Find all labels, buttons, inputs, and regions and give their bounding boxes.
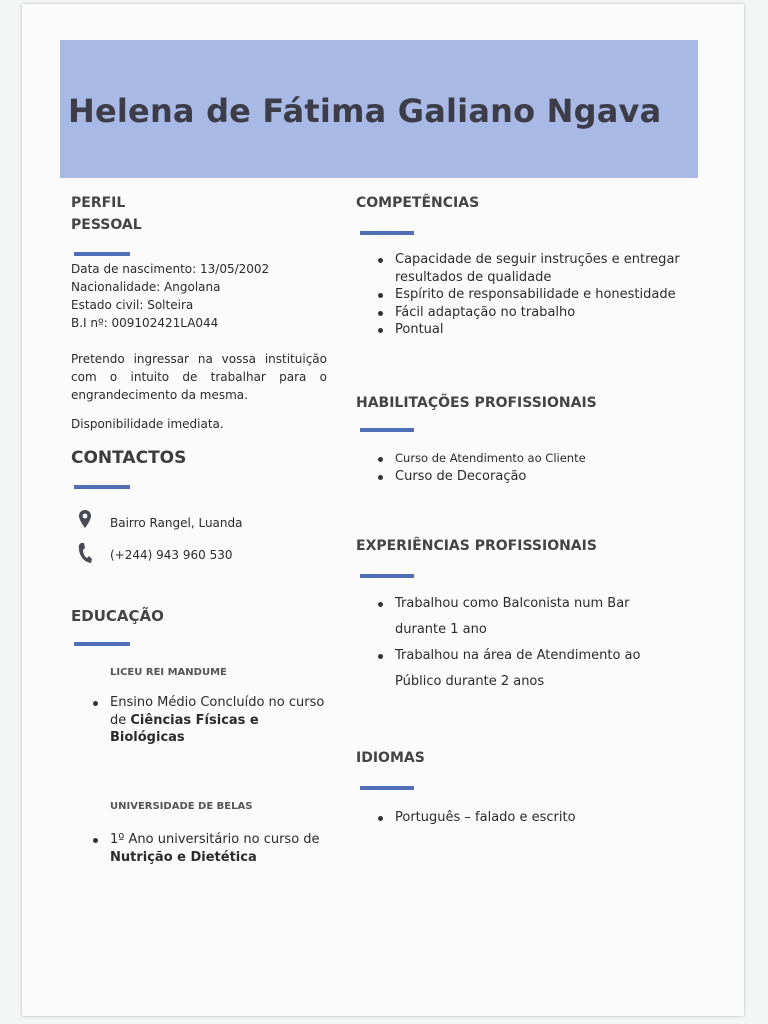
school2-name: UNIVERSIDADE DE BELAS [110,801,253,812]
contactos-divider [74,485,130,489]
location-pin-icon [78,510,92,532]
idioma-item: Português – falado e escrito [373,809,693,827]
school2-course: Nutrição e Dietética [110,849,257,865]
experiencias-list [373,591,658,695]
educacao-title: EDUCAÇÃO [71,607,164,625]
candidate-name: Helena de Fátima Galiano Ngava [68,92,662,130]
competencias-title: COMPETÊNCIAS [356,195,480,211]
contactos-title: CONTACTOS [71,448,187,468]
habilitacao-item: Curso de Atendimento ao Cliente [373,450,693,468]
perfil-divider [74,252,130,256]
competencias-list [373,251,693,339]
civil-status: Estado civil: Solteira [71,298,194,312]
personal-details [71,260,331,332]
school1-course: Ciências Físicas e Biológicas [110,712,259,745]
competencia-item: Capacidade de seguir instruções e entregar resultados de qualidade [373,251,693,286]
school2-item [88,831,338,866]
idiomas-title: IDIOMAS [356,750,425,766]
id-number: B.I nº: 009102421LA044 [71,316,219,330]
habilitacoes-divider [360,428,414,432]
perfil-title [71,192,142,236]
school1-item-text: Ensino Médio Concluído no curso de [110,695,325,728]
perfil-title-line1: PERFIL [71,195,126,211]
school2-list [88,831,338,866]
experiencia-item: Trabalhou na área de Atendimento ao Público durante 2 anos [373,643,658,695]
school1-item [88,694,328,747]
school2-item-text: 1º Ano universitário no curso de [110,832,320,847]
address-text: Bairro Rangel, Luanda [110,516,243,530]
availability-text: Disponibilidade imediata. [71,417,224,431]
habilitacoes-title: HABILITAÇÕES PROFISSIONAIS [356,395,597,411]
experiencias-divider [360,574,414,578]
idiomas-divider [360,786,414,790]
objective-text: Pretendo ingressar na vossa instituição com o intuito de trabalhar para o engrandecimento da mesma. [71,352,327,402]
perfil-title-line2: PESSOAL [71,217,142,233]
school1-name: LICEU REI MANDUME [110,667,227,678]
phone-text: (+244) 943 960 530 [110,548,233,562]
competencias-divider [360,231,414,235]
competencia-item: Espírito de responsabilidade e honestidade [373,286,693,304]
experiencias-title: EXPERIÊNCIAS PROFISSIONAIS [356,538,597,554]
competencia-item: Pontual [373,321,693,339]
school1-list [88,694,328,747]
experiencia-item: Trabalhou como Balconista num Bar durante 1 ano [373,591,658,643]
habilitacao-item: Curso de Decoração [373,468,693,486]
idiomas-list [373,809,693,827]
birth-date: Data de nascimento: 13/05/2002 [71,262,270,276]
phone-icon [77,542,93,568]
competencia-item: Fácil adaptação no trabalho [373,304,693,322]
nationality: Nacionalidade: Angolana [71,280,221,294]
habilitacoes-list [373,450,693,485]
educacao-divider [74,642,130,646]
